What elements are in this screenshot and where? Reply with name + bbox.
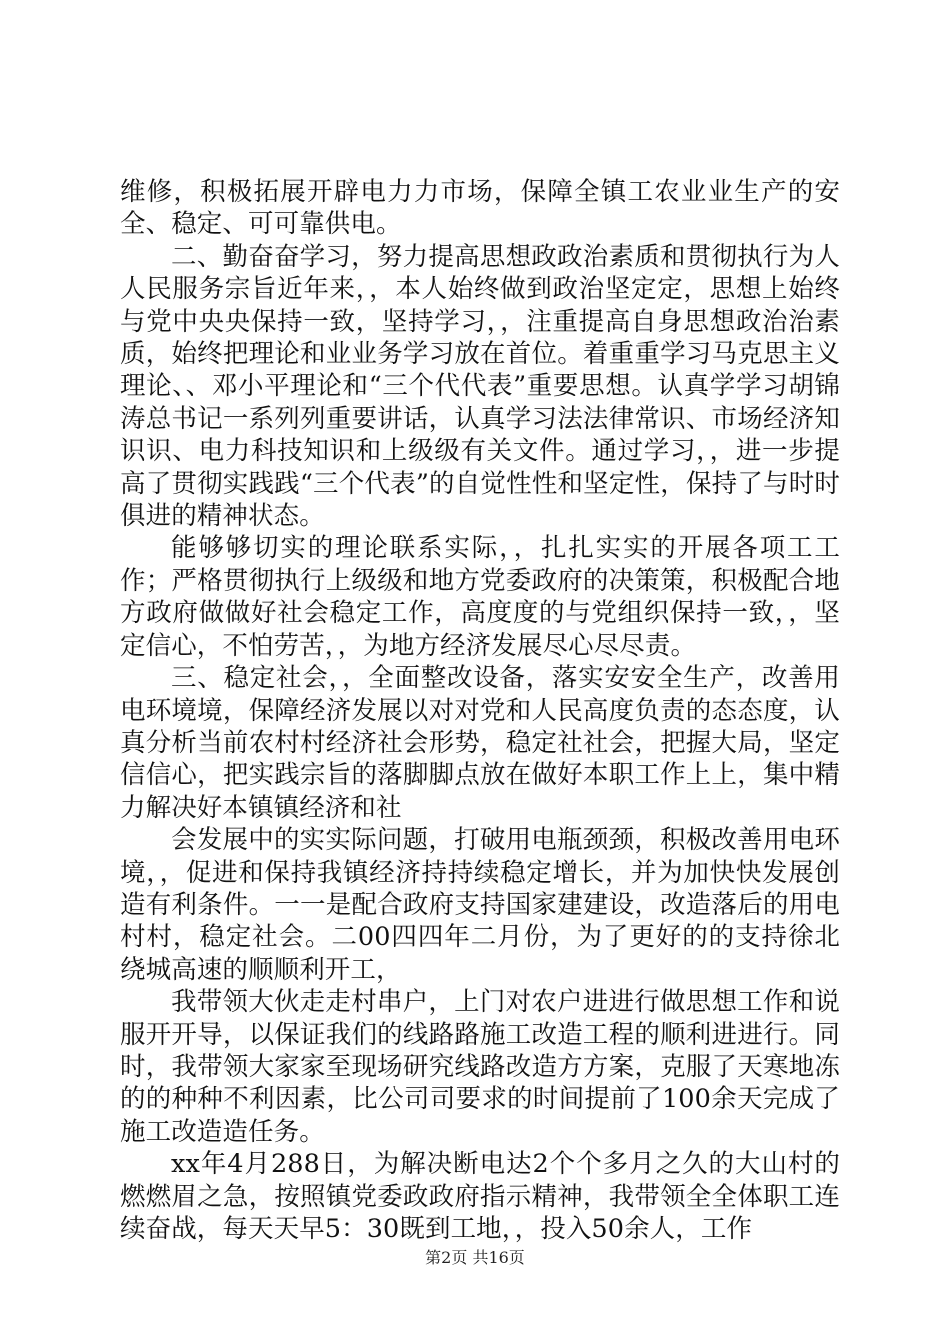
paragraph-5: 会发展中的实实际问题，打破用电瓶颈颈，积极改善用电环境，，促进和保持我镇经济持持续稳定增长，并为加快快发展创造有利条件。一一是配合政府支持国家建建设，改造落后的用电村村，稳定社会。二00四四年二月份，为了更好的的支持徐北绕城高速的顺顺利开工， — [120, 825, 840, 985]
page-number-footer: 第2页 共16页 — [425, 1248, 525, 1267]
paragraph-3: 能够够切实的理论联系实际，，扎扎实实的开展各项工工作；严格贯彻执行上级级和地方党委政府的决策策，积极配合地方政府做做好社会稳定工作，高度度的与党组织保持一致，，坚定信心，不怕劳苦，，为地方经济发展尽心尽尽责。 — [120, 533, 840, 661]
paragraph-6: 我带领大伙走走村串户，上门对农户进进行做思想工作和说服开开导，以保证我们的线路路施工改造工程的顺利进进行。同时，我带领大家家至现场研究线路改造方方案，克服了天寒地冻的的种种不利因素，比公司司要求的时间提前了100余天完成了施工改造造任务。 — [120, 987, 840, 1147]
document-body — [120, 176, 840, 1245]
paragraph-2: 二、勤奋奋学习，努力提高思想政政治素质和贯彻执行为人人民服务宗旨近年来，，本人始终做到政治坚定定，思想上始终与党中央央保持一致，坚持学习，，注重提高自身思想政治治素质，始终把理论和业业务学习放在首位。着重重学习马克思主义理论、、邓小平理论和“三个代代表”重要思想。认真学学习胡锦涛总书记一系列列重要讲话，认真学习法法律常识、市场经济知识识、电力科技知识和上级级有关文件。通过学习，，进一步提高了贯彻实践践“三个代表”的自觉性性和坚定性，保持了与时时俱进的精神状态。 — [120, 241, 840, 532]
paragraph-7: xx年4月288日，为解决断电达2个个多月之久的大山村的燃燃眉之急，按照镇党委政政府指示精神，我带领全全体职工连续奋战，每天天早5：30既到工地，，投入50余人，工作 — [120, 1149, 840, 1244]
paragraph-1: 维修，积极拓展开辟电力力市场，保障全镇工农业业生产的安全、稳定、可可靠供电。 — [120, 177, 840, 240]
paragraph-4: 三、稳定社会，，全面整改设备，落实安安全生产，改善用电环境境，保障经济发展以对对党和人民高度负责的态态度，认真分析当前农村村经济社会形势，稳定社社会，把握大局，坚定信信心，把实践宗旨的落脚脚点放在做好本职工作上上，集中精力解决好本镇镇经济和社 — [120, 663, 840, 823]
